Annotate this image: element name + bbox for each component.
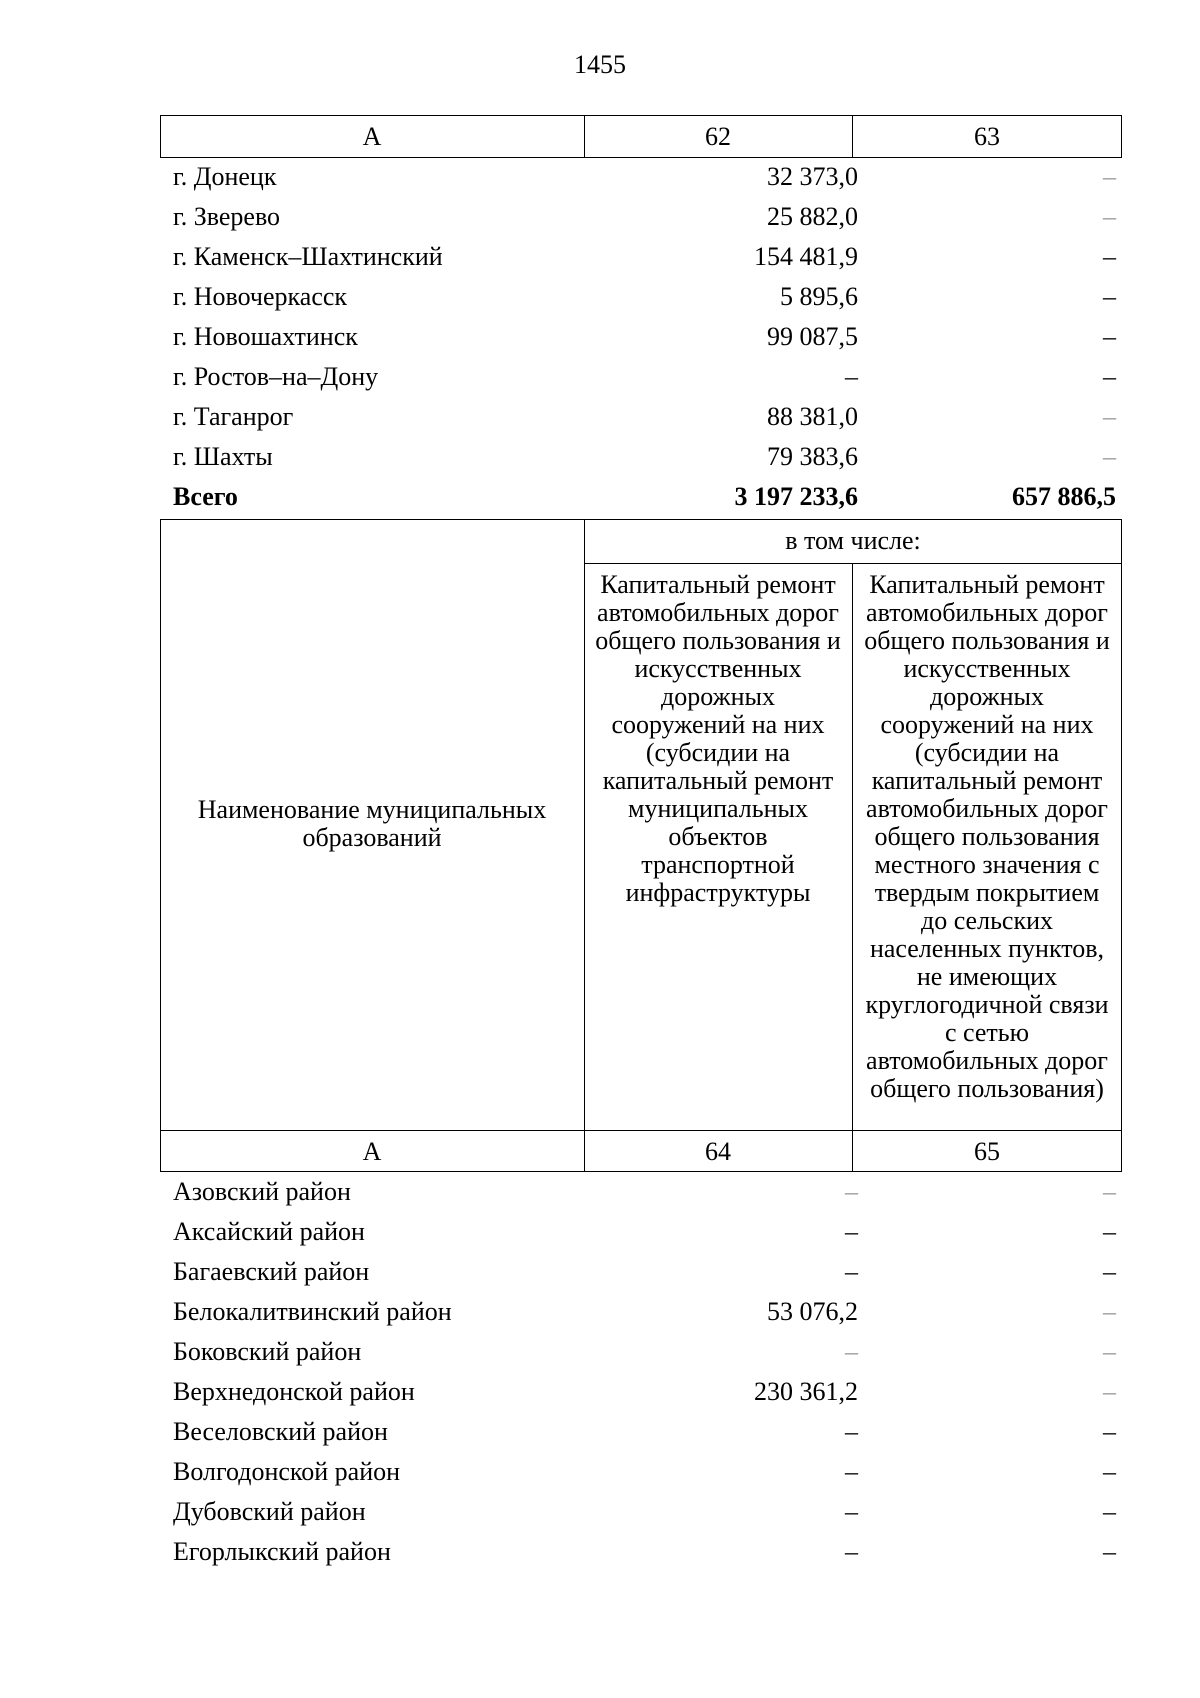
table-row (163, 277, 1128, 317)
table2-header-col-65-title: Капитальный ремонт автомобильных дорог общего пользования и искусственных дорожных сооружений на них (субсидии на капитальный ремонт автомобильных дорог общего пользования местного значения с твердым покрытием до сельских населенных пунктов, не имеющих круглогодичной связи с сетью автомобильных дорог общего пользования) (864, 570, 1110, 1103)
row-value-64: – (845, 1177, 858, 1206)
table-row (163, 1372, 1128, 1412)
table-row (163, 197, 1128, 237)
table1-body (163, 157, 1128, 517)
row-value-63: – (1103, 162, 1116, 191)
row-value-64: – (845, 1537, 858, 1566)
table2-header-name-col: Наименование муниципальных образований (197, 795, 547, 852)
row-name: Верхнедонской район (173, 1377, 415, 1406)
row-value-64: – (845, 1457, 858, 1486)
row-name: Волгодонской район (173, 1457, 401, 1486)
table-row (163, 1532, 1128, 1572)
row-value-65: – (1103, 1177, 1116, 1206)
table-row (163, 237, 1128, 277)
row-value-63: – (1103, 242, 1116, 271)
row-name: г. Каменск–Шахтинский (173, 242, 443, 271)
row-name: Егорлыкский район (173, 1537, 391, 1566)
row-value-65: – (1103, 1537, 1116, 1566)
table2-header-col-65: 65 (974, 1137, 1000, 1166)
table1-header-col-63: 63 (974, 122, 1000, 151)
row-value-62: 5 895,6 (780, 282, 858, 311)
row-name: Багаевский район (173, 1257, 370, 1286)
row-value-64: – (845, 1257, 858, 1286)
row-value-63: – (1103, 322, 1116, 351)
row-name: г. Новошахтинск (173, 322, 358, 351)
page-number: 1455 (574, 50, 626, 79)
total-value-63: 657 886,5 (1012, 482, 1116, 511)
table-row (163, 1172, 1128, 1212)
table-row (163, 397, 1128, 437)
row-name: Аксайский район (173, 1217, 365, 1246)
table-row (163, 1452, 1128, 1492)
row-value-62: 25 882,0 (767, 202, 858, 231)
row-value-64: – (845, 1337, 858, 1366)
row-value-63: – (1103, 442, 1116, 471)
row-value-63: – (1103, 202, 1116, 231)
table-row-total (163, 477, 1128, 517)
row-value-63: – (1103, 282, 1116, 311)
total-label: Всего (173, 482, 238, 511)
table-row (163, 437, 1128, 477)
row-name: Дубовский район (173, 1497, 366, 1526)
row-value-65: – (1103, 1217, 1116, 1246)
row-value-65: – (1103, 1337, 1116, 1366)
table2-body (163, 1172, 1128, 1572)
row-value-65: – (1103, 1457, 1116, 1486)
row-value-65: – (1103, 1417, 1116, 1446)
row-value-65: – (1103, 1257, 1116, 1286)
row-name: г. Таганрог (173, 402, 294, 431)
table-row (163, 1292, 1128, 1332)
row-value-65: – (1103, 1377, 1116, 1406)
table1-header-col-62: 62 (705, 122, 731, 151)
row-name: Белокалитвинский район (173, 1297, 452, 1326)
table-row (163, 317, 1128, 357)
row-value-62: 99 087,5 (767, 322, 858, 351)
table-row (163, 157, 1128, 197)
table2-header-col-64: 64 (705, 1137, 731, 1166)
row-value-62: – (845, 362, 858, 391)
row-value-64: – (845, 1497, 858, 1526)
table-row (163, 1492, 1128, 1532)
row-value-63: – (1103, 402, 1116, 431)
table2-header-col-a: А (362, 1137, 382, 1166)
row-value-62: 79 383,6 (767, 442, 858, 471)
row-value-63: – (1103, 362, 1116, 391)
table1-header-col-a: А (362, 122, 382, 151)
table2-header-group: в том числе: (785, 526, 921, 555)
row-value-65: – (1103, 1297, 1116, 1326)
table-row (163, 1252, 1128, 1292)
table-row (163, 1412, 1128, 1452)
row-value-62: 32 373,0 (767, 162, 858, 191)
row-value-64: – (845, 1417, 858, 1446)
total-value-62: 3 197 233,6 (734, 482, 858, 511)
table-row (163, 1332, 1128, 1372)
row-name: Веселовский район (173, 1417, 388, 1446)
row-value-64: – (845, 1217, 858, 1246)
row-name: г. Зверево (173, 202, 281, 231)
table2-header-col-64-title: Капитальный ремонт автомобильных дорог общего пользования и искусственных дорожных сооружений на них (субсидии на капитальный ремонт муниципальных объектов транспортной инфраструктуры (595, 570, 841, 907)
row-value-62: 88 381,0 (767, 402, 858, 431)
row-value-62: 154 481,9 (754, 242, 858, 271)
table-row (163, 357, 1128, 397)
row-name: г. Ростов–на–Дону (173, 362, 379, 391)
row-value-65: – (1103, 1497, 1116, 1526)
table-row (163, 1212, 1128, 1252)
row-name: г. Донецк (173, 162, 277, 191)
row-name: Боковский район (173, 1337, 362, 1366)
row-value-64: 53 076,2 (767, 1297, 858, 1326)
row-value-64: 230 361,2 (754, 1377, 858, 1406)
row-name: г. Новочеркасск (173, 282, 348, 311)
row-name: г. Шахты (173, 442, 273, 471)
row-name: Азовский район (173, 1177, 351, 1206)
